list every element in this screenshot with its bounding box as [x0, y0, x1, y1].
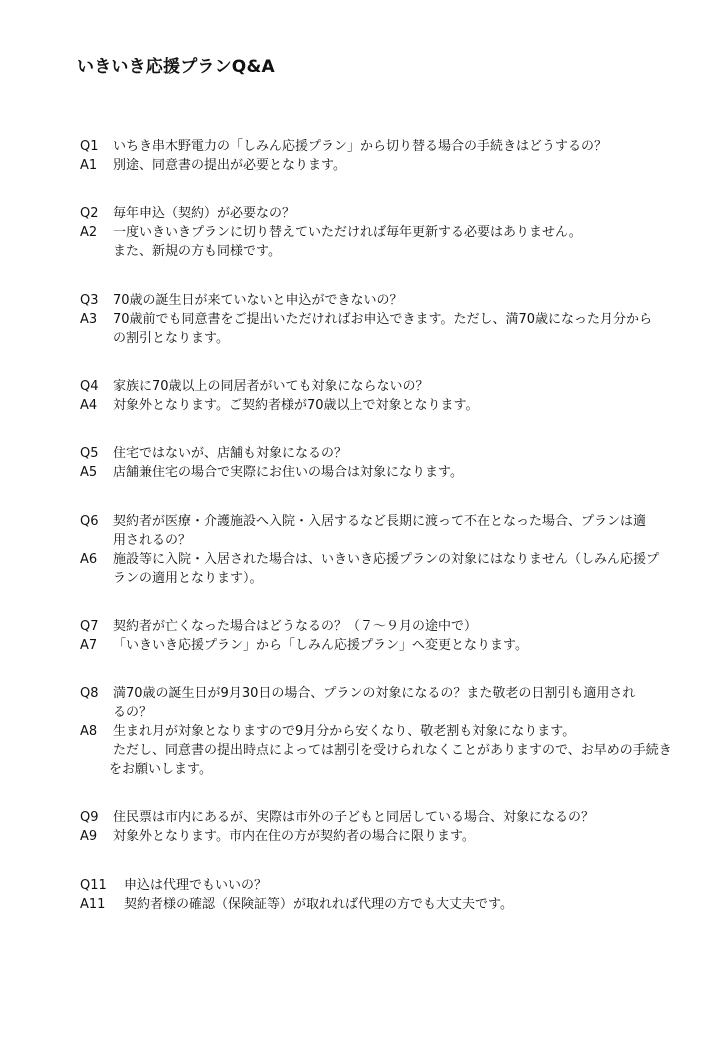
answer-text-continued: ランの適用となります）。 — [113, 571, 263, 586]
question-line — [80, 808, 700, 827]
question-label: Q2 — [80, 206, 99, 221]
answer-label: A1 — [80, 158, 98, 173]
question-text: 住民票は市内にあるが、実際は市外の子どもと同居している場合、対象になるの？ — [113, 810, 595, 825]
qa-item-9 — [80, 808, 700, 846]
answer-label: A8 — [80, 724, 98, 739]
page-title: いきいき応援プランQ&A — [77, 57, 275, 77]
question-continuation-line — [80, 531, 700, 550]
answer-line — [80, 722, 700, 741]
question-line — [80, 684, 700, 703]
answer-line — [80, 895, 700, 914]
question-line — [80, 512, 700, 531]
question-continuation-line — [80, 703, 700, 722]
answer-line — [80, 550, 700, 569]
question-label: Q7 — [80, 619, 99, 634]
question-text: 申込は代理でもいいの？ — [124, 878, 268, 893]
question-text: 70歳の誕生日が来ていないと申込ができないの？ — [113, 293, 403, 308]
question-text-continued: るの？ — [113, 705, 153, 720]
answer-text: 別途、同意書の提出が必要となります。 — [113, 158, 346, 173]
answer-label: A4 — [80, 398, 98, 413]
question-line — [80, 204, 700, 223]
answer-text: 70歳前でも同意書をご提出いただければお申込できます。ただし、満70歳になった月分から — [113, 312, 653, 327]
question-text: 契約者が医療・介護施設へ入院・入居するなど長期に渡って不在となった場合、プランは適 — [113, 514, 647, 529]
answer-line — [80, 827, 700, 846]
question-label: Q8 — [80, 686, 99, 701]
question-label: Q4 — [80, 379, 99, 394]
question-line — [80, 617, 700, 636]
qa-item-5 — [80, 444, 700, 482]
answer-continuation-line — [80, 741, 700, 760]
qa-item-6 — [80, 512, 700, 588]
answer-line — [80, 396, 700, 415]
question-line — [80, 876, 700, 895]
question-line — [80, 291, 700, 310]
answer-line — [80, 310, 700, 329]
question-text: いちき串木野電力の「しみん応援プラン」から切り替る場合の手続きはどうするの？ — [113, 139, 608, 154]
question-text: 満70歳の誕生日が9月30日の場合、プランの対象になるの？また敬老の日割引も適用され — [113, 686, 636, 701]
answer-text: 一度いきいきプランに切り替えていただければ毎年更新する必要はありません。 — [113, 225, 582, 240]
answer-text: 生まれ月が対象となりますので9月分から安くなり、敬老割も対象になります。 — [113, 724, 576, 739]
answer-text-continued: また、新規の方も同様です。 — [113, 244, 281, 259]
qa-item-4 — [80, 377, 700, 415]
answer-text-continued: の割引となります。 — [113, 331, 229, 346]
qa-item-11 — [80, 876, 700, 914]
answer-label: A6 — [80, 552, 98, 567]
answer-text-continued: をお願いします。 — [109, 762, 212, 777]
qa-item-2 — [80, 204, 700, 261]
question-label: Q5 — [80, 446, 99, 461]
question-line — [80, 377, 700, 396]
answer-label: A9 — [80, 829, 98, 844]
question-text: 家族に70歳以上の同居者がいても対象にならないの？ — [113, 379, 429, 394]
question-line — [80, 444, 700, 463]
qa-item-8 — [80, 684, 700, 779]
qa-item-1 — [80, 137, 700, 175]
answer-line — [80, 156, 700, 175]
question-text-continued: 用されるの？ — [113, 533, 192, 548]
answer-label: A5 — [80, 465, 98, 480]
question-text: 契約者が亡くなった場合はどうなるの？（７～９月の途中で） — [113, 619, 478, 634]
answer-text-continued: ただし、同意書の提出時点によっては割引を受けられなくことがありますので、お早めの手続き — [113, 743, 672, 758]
answer-line — [80, 223, 700, 242]
question-line — [80, 137, 700, 156]
qa-item-7 — [80, 617, 700, 655]
answer-label: A2 — [80, 225, 98, 240]
answer-continuation-line — [80, 329, 700, 348]
answer-text: 対象外となります。市内在住の方が契約者の場合に限ります。 — [113, 829, 475, 844]
question-label: Q1 — [80, 139, 99, 154]
answer-label: A7 — [80, 638, 98, 653]
answer-continuation-line — [80, 242, 700, 261]
question-label: Q6 — [80, 514, 99, 529]
question-label: Q9 — [80, 810, 99, 825]
answer-text: 「いきいき応援プラン」から「しみん応援プラン」へ変更となります。 — [113, 638, 528, 653]
answer-text: 施設等に入院・入居された場合は、いきいき応援プランの対象にはなりません（しみん応援プ — [113, 552, 660, 567]
answer-text: 対象外となります。ご契約者様が70歳以上で対象となります。 — [113, 398, 479, 413]
question-label: Q11 — [80, 878, 107, 893]
qa-item-3 — [80, 291, 700, 348]
question-text: 毎年申込（契約）が必要なの？ — [113, 206, 296, 221]
answer-continuation-line — [80, 760, 700, 779]
answer-continuation-line — [80, 569, 700, 588]
answer-text: 店舗兼住宅の場合で実際にお住いの場合は対象になります。 — [113, 465, 463, 480]
answer-label: A3 — [80, 312, 98, 327]
answer-line — [80, 636, 700, 655]
answer-line — [80, 463, 700, 482]
question-label: Q3 — [80, 293, 99, 308]
question-text: 住宅ではないが、店舗も対象になるの？ — [113, 446, 348, 461]
answer-text: 契約者様の確認（保険証等）が取れれば代理の方でも大丈夫です。 — [124, 897, 513, 912]
answer-label: A11 — [80, 897, 106, 912]
